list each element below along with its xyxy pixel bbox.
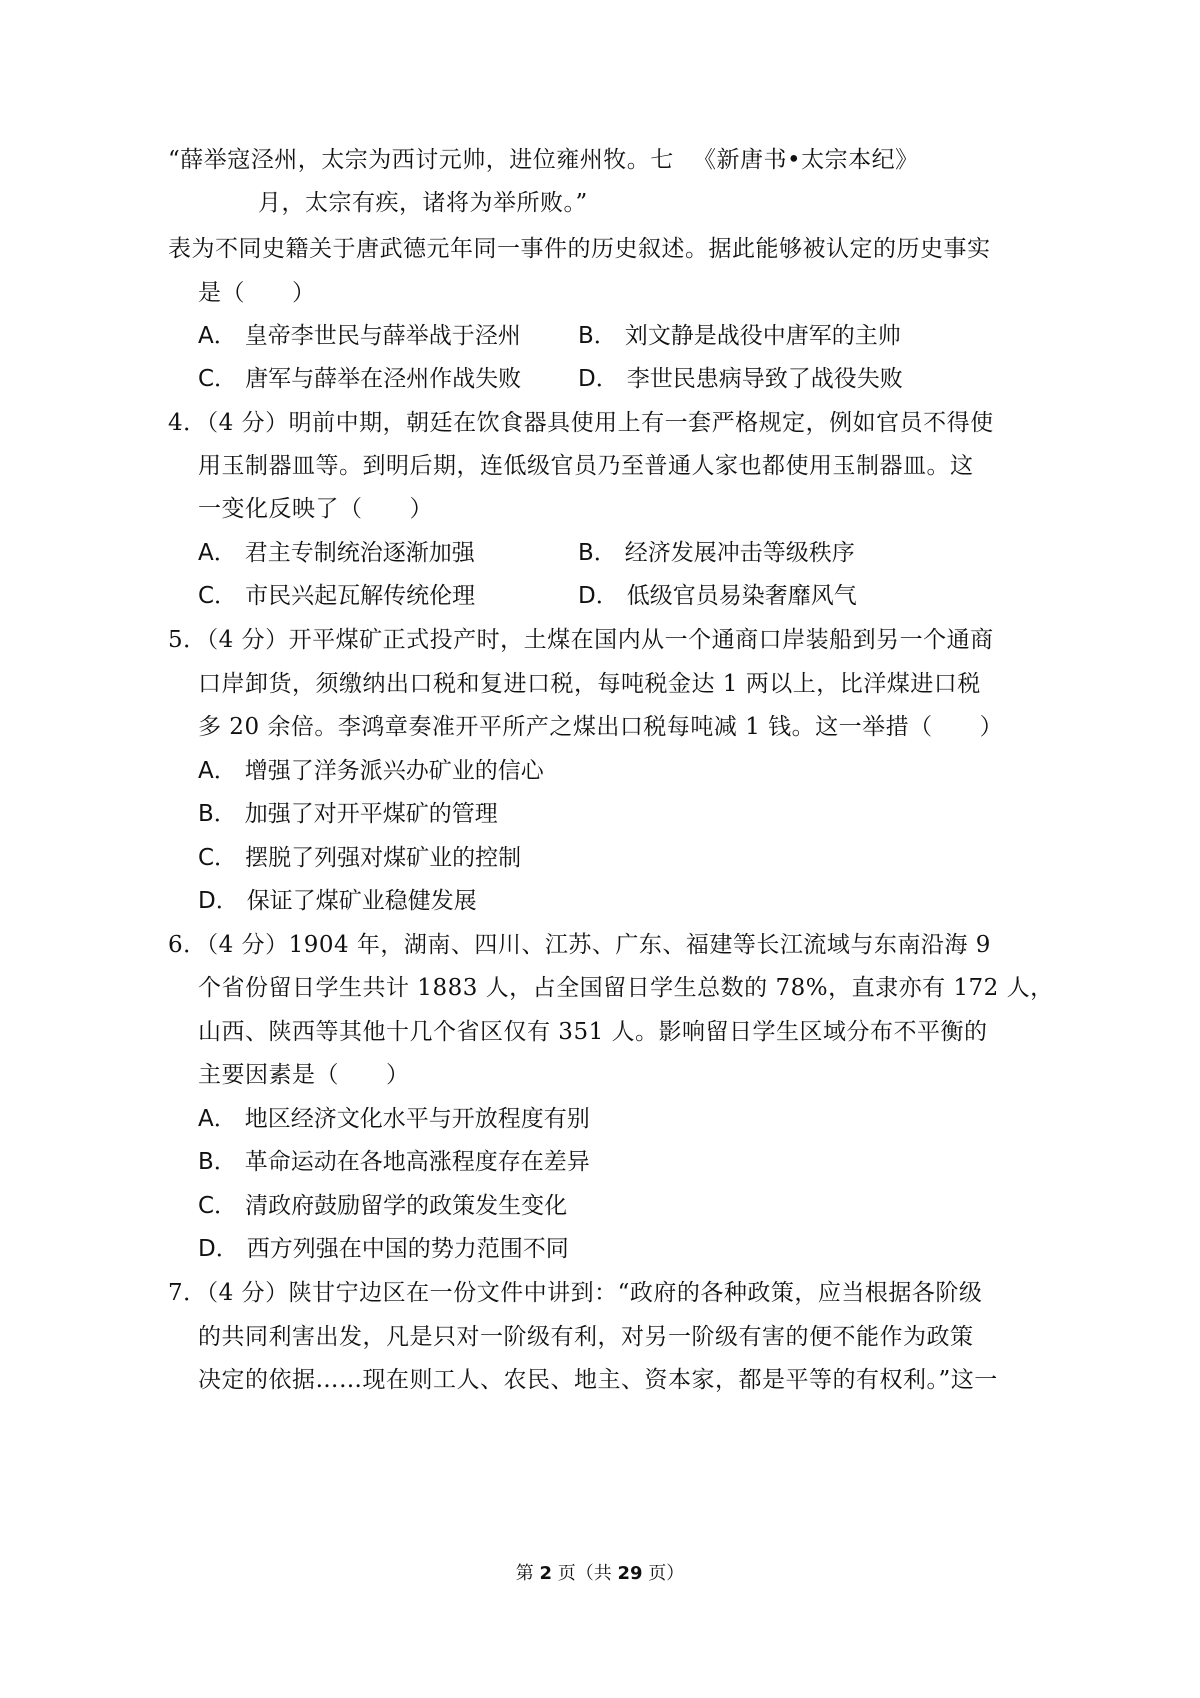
q3-option-c (198, 364, 521, 394)
option-key: B． (198, 801, 237, 827)
q5-stem-line-1: 5．（4 分）开平煤矿正式投产时，土煤在国内从一个通商口岸装船到另一个通商 (168, 627, 994, 653)
q3-stem-line-1: 表为不同史籍关于唐武德元年同一事件的历史叙述。据此能够被认定的历史事实 (168, 236, 991, 262)
footer-suffix: 页） (642, 1563, 685, 1584)
footer-middle: 页（共 (552, 1563, 618, 1584)
option-key: D． (578, 366, 619, 392)
option-text: 清政府鼓励留学的政策发生变化 (245, 1193, 568, 1219)
q6-stem-line-1: 6．（4 分）1904 年，湖南、四川、江苏、广东、福建等长江流域与东南沿海 9 (168, 932, 991, 958)
option-text: 李世民患病导致了战役失败 (626, 366, 903, 392)
footer-prefix: 第 (515, 1563, 540, 1584)
q5-option-a (198, 756, 544, 786)
option-key: C． (198, 366, 238, 392)
q7-stem-line-3: 决定的依据……现在则工人、农民、地主、资本家，都是平等的有权利。”这一 (198, 1367, 998, 1393)
option-text: 地区经济文化水平与开放程度有别 (244, 1106, 590, 1132)
footer-total-pages: 29 (617, 1563, 643, 1584)
q4-option-b (578, 538, 855, 568)
q3-option-d (578, 364, 903, 394)
table-cell-source: 《新唐书•太宗本纪》 (693, 147, 919, 173)
q4-option-a (198, 538, 475, 568)
q3-option-a (198, 321, 521, 351)
option-text: 刘文静是战役中唐军的主帅 (624, 323, 901, 349)
q3-stem-line-2: 是（ ） (198, 280, 316, 306)
option-text: 唐军与薛举在泾州作战失败 (245, 366, 522, 392)
q4-stem-line-2: 用玉制器皿等。到明后期，连低级官员乃至普通人家也都使用玉制器皿。这 (198, 453, 974, 479)
option-text: 保证了煤矿业稳健发展 (246, 888, 477, 914)
option-key: D． (198, 1236, 239, 1262)
option-key: C． (198, 583, 238, 609)
option-text: 低级官员易染奢靡风气 (626, 583, 857, 609)
option-text: 摆脱了列强对煤矿业的控制 (245, 845, 522, 871)
option-key: C． (198, 1193, 238, 1219)
option-key: B． (578, 323, 617, 349)
q6-option-d (198, 1234, 569, 1264)
q6-stem-line-3: 山西、陕西等其他十几个省区仅有 351 人。影响留日学生区域分布不平衡的 (198, 1019, 988, 1045)
option-key: A． (198, 540, 237, 566)
option-key: D． (578, 583, 619, 609)
option-text: 革命运动在各地高涨程度存在差异 (244, 1149, 590, 1175)
q5-stem-line-2: 口岸卸货，须缴纳出口税和复进口税，每吨税金达 1 两以上，比洋煤进口税 (198, 671, 981, 697)
q6-option-c (198, 1191, 567, 1221)
q6-stem-line-2: 个省份留日学生共计 1883 人，占全国留日学生总数的 78%，直隶亦有 172 人， (198, 975, 1054, 1001)
option-text: 西方列强在中国的势力范围不同 (246, 1236, 569, 1262)
q7-stem-line-2: 的共同利害出发，凡是只对一阶级有利，对另一阶级有害的便不能作为政策 (198, 1324, 974, 1350)
q5-stem-line-3: 多 20 余倍。李鸿章奏准开平所产之煤出口税每吨减 1 钱。这一举措（ ） (198, 714, 1004, 740)
q4-stem-line-3: 一变化反映了（ ） (198, 496, 433, 522)
table-cell-quote-line-2: 月，太宗有疾，诸将为举所败。” (258, 190, 588, 216)
option-text: 君主专制统治逐渐加强 (244, 540, 475, 566)
q6-stem-line-4: 主要因素是（ ） (198, 1062, 410, 1088)
option-text: 经济发展冲击等级秩序 (624, 540, 855, 566)
q6-option-b (198, 1147, 590, 1177)
option-key: C． (198, 845, 238, 871)
q3-option-b (578, 321, 901, 351)
option-key: B． (578, 540, 617, 566)
option-key: A． (198, 323, 237, 349)
footer-page-number: 2 (539, 1563, 552, 1584)
table-cell-quote-line-1: “薛举寇泾州，太宗为西讨元帅，进位雍州牧。七 (168, 147, 674, 173)
page-footer (0, 1562, 1200, 1586)
q5-option-b (198, 799, 498, 829)
option-key: D． (198, 888, 239, 914)
q4-option-c (198, 581, 475, 611)
q4-option-d (578, 581, 857, 611)
q7-stem-line-1: 7．（4 分）陕甘宁边区在一份文件中讲到：“政府的各种政策，应当根据各阶级 (168, 1280, 983, 1306)
option-text: 增强了洋务派兴办矿业的信心 (244, 758, 544, 784)
q6-option-a (198, 1104, 590, 1134)
q5-option-d (198, 886, 477, 916)
option-text: 加强了对开平煤矿的管理 (244, 801, 498, 827)
option-text: 皇帝李世民与薛举战于泾州 (244, 323, 521, 349)
option-key: A． (198, 1106, 237, 1132)
q4-stem-line-1: 4．（4 分）明前中期，朝廷在饮食器具使用上有一套严格规定，例如官员不得使 (168, 410, 994, 436)
q5-option-c (198, 843, 521, 873)
option-text: 市民兴起瓦解传统伦理 (245, 583, 476, 609)
option-key: B． (198, 1149, 237, 1175)
option-key: A． (198, 758, 237, 784)
